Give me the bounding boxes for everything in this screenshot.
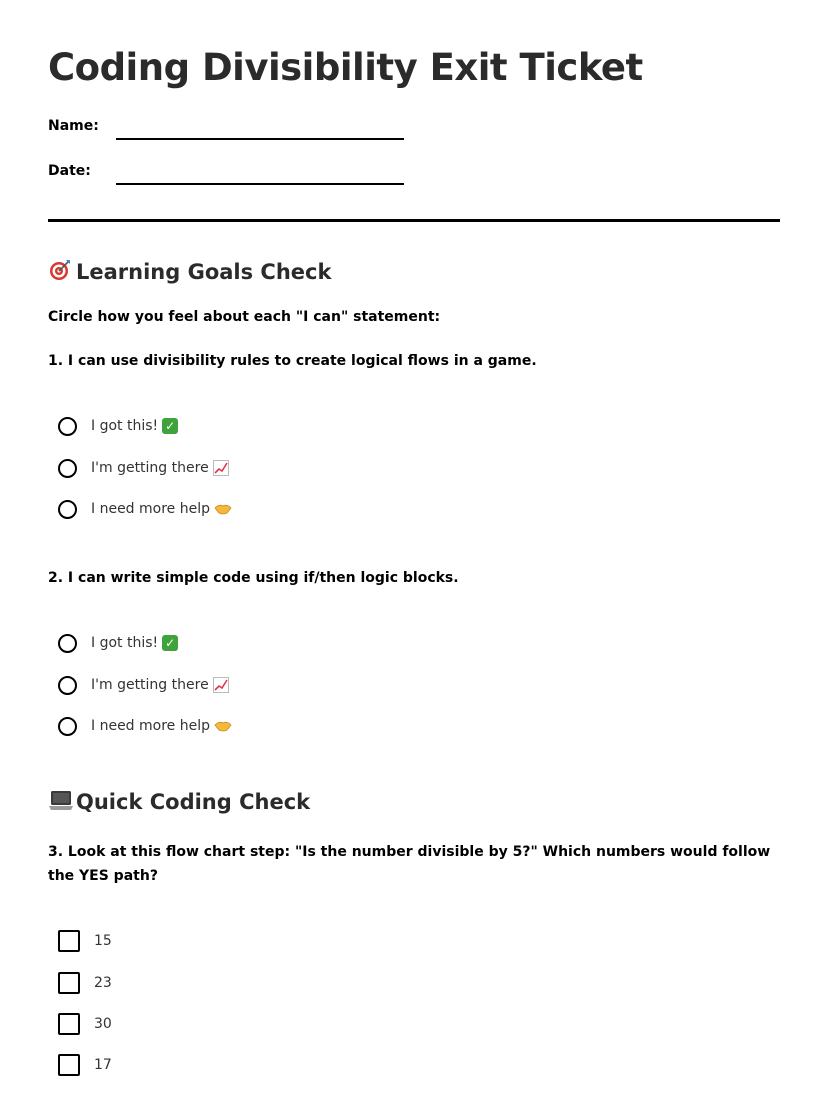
quick-coding-title: Quick Coding Check (76, 789, 311, 814)
choice-label: 15 (94, 933, 112, 949)
page-title: Coding Divisibility Exit Ticket (48, 46, 643, 89)
chart-increasing-icon (213, 460, 229, 476)
laptop-icon (48, 788, 76, 815)
option-label: I'm getting there (91, 460, 209, 476)
quick-coding-heading (48, 788, 310, 815)
question-1: 1. I can use divisibility rules to create logical flows in a game. (48, 353, 537, 369)
question-3: 3. Look at this flow chart step: "Is the number divisible by 5?" Which numbers would follow the YES path? (48, 844, 771, 884)
q2-option-getting-there[interactable] (58, 673, 229, 697)
date-input-line[interactable] (116, 183, 404, 185)
question-2: 2. I can write simple code using if/then logic blocks. (48, 570, 459, 586)
radio-button[interactable] (58, 500, 77, 519)
chart-increasing-icon (213, 677, 229, 693)
q1-option-getting-there[interactable] (58, 456, 229, 480)
name-label: Name: (48, 118, 99, 134)
handshake-icon (214, 502, 232, 516)
checkbox[interactable] (58, 930, 80, 952)
option-label: I got this! (91, 418, 159, 434)
choice-17[interactable] (58, 1053, 112, 1077)
option-label: I got this! (91, 635, 159, 651)
goals-instruction: Circle how you feel about each "I can" statement: (48, 309, 441, 325)
header-divider (48, 219, 780, 222)
date-field (48, 163, 448, 187)
learning-goals-title: Learning Goals Check (76, 259, 332, 284)
q2-option-got-this[interactable] (58, 631, 178, 655)
q1-option-need-help[interactable] (58, 497, 232, 521)
checkbox[interactable] (58, 1054, 80, 1076)
choice-15[interactable] (58, 929, 112, 953)
name-field (48, 118, 448, 142)
date-label: Date: (48, 163, 91, 179)
check-mark-icon: ✓ (162, 418, 178, 434)
choice-30[interactable] (58, 1012, 112, 1036)
option-label: I need more help (91, 718, 210, 734)
radio-button[interactable] (58, 634, 77, 653)
radio-button[interactable] (58, 459, 77, 478)
radio-button[interactable] (58, 717, 77, 736)
radio-button[interactable] (58, 417, 77, 436)
option-label: I need more help (91, 501, 210, 517)
learning-goals-heading (48, 258, 331, 285)
option-label: I'm getting there (91, 677, 209, 693)
choice-label: 30 (94, 1016, 112, 1032)
choice-23[interactable] (58, 971, 112, 995)
choice-label: 17 (94, 1057, 112, 1073)
q2-option-need-help[interactable] (58, 714, 232, 738)
choice-label: 23 (94, 975, 112, 991)
handshake-icon (214, 719, 232, 733)
target-icon (48, 258, 76, 285)
check-mark-icon: ✓ (162, 635, 178, 651)
radio-button[interactable] (58, 676, 77, 695)
name-input-line[interactable] (116, 138, 404, 140)
checkbox[interactable] (58, 972, 80, 994)
checkbox[interactable] (58, 1013, 80, 1035)
q1-option-got-this[interactable] (58, 414, 178, 438)
